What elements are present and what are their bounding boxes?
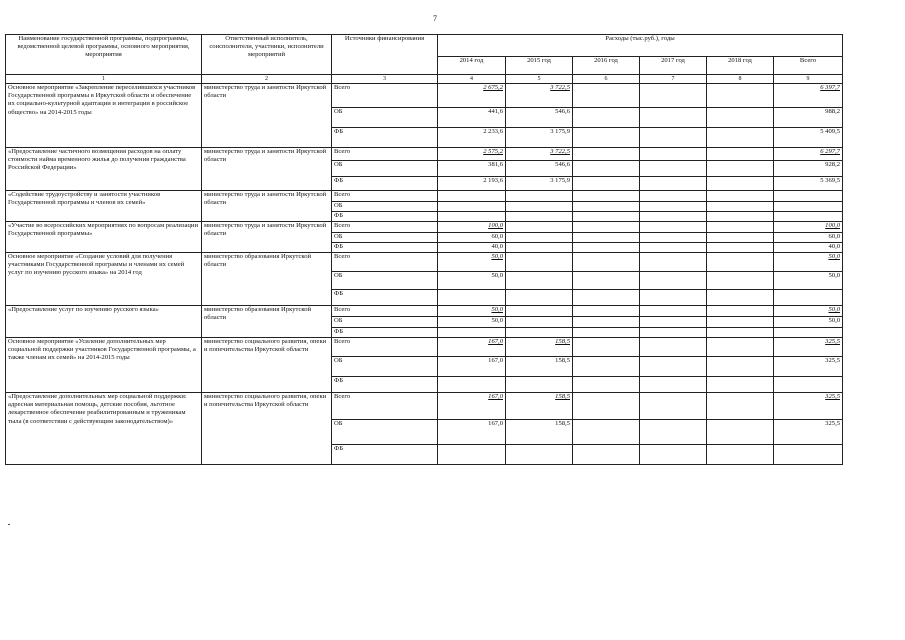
year-value xyxy=(640,306,707,317)
year-value xyxy=(707,148,774,161)
executor-name: министерство социального развития, опеки и попечительства Иркутской области xyxy=(202,393,332,465)
activity-name: «Предоставление услуг по изучению русского языка» xyxy=(6,306,202,338)
header-funding-source: Источники финансирования xyxy=(332,35,438,75)
activity-name: «Предоставление частичного возмещения расходов на оплату стоимости найма временного жилья до получения гражданства Российской Федерации» xyxy=(6,148,202,191)
column-number: 9 xyxy=(774,75,843,84)
total-value: 40,0 xyxy=(774,243,843,253)
year-value xyxy=(573,222,640,233)
header-program-name: Наименование государственной программы, подпрограммы, ведомственной целевой программы, основного мероприятия, мероприятия xyxy=(6,35,202,75)
funding-source: Всего xyxy=(332,222,438,233)
year-value: 100,0 xyxy=(438,222,506,233)
year-value xyxy=(573,393,640,420)
year-value xyxy=(640,161,707,177)
year-value xyxy=(707,377,774,393)
year-value xyxy=(438,191,506,202)
year-value xyxy=(640,177,707,191)
column-number: 1 xyxy=(6,75,202,84)
year-value xyxy=(506,317,573,328)
year-value xyxy=(707,191,774,202)
year-value xyxy=(573,148,640,161)
year-value: 381,6 xyxy=(438,161,506,177)
year-value xyxy=(707,338,774,357)
header-year-2018: 2018 год xyxy=(707,57,774,75)
funding-source: ОБ xyxy=(332,202,438,212)
page-number: 7 xyxy=(433,14,437,23)
funding-source: Всего xyxy=(332,306,438,317)
year-value xyxy=(506,191,573,202)
funding-source: Всего xyxy=(332,253,438,272)
funding-source: Всего xyxy=(332,148,438,161)
year-value xyxy=(707,290,774,306)
year-value xyxy=(640,338,707,357)
total-value: 50,0 xyxy=(774,253,843,272)
year-value xyxy=(573,161,640,177)
funding-source: Всего xyxy=(332,338,438,357)
year-value xyxy=(573,420,640,445)
year-value: 546,6 xyxy=(506,161,573,177)
funding-source: ОБ xyxy=(332,161,438,177)
year-value xyxy=(707,357,774,377)
total-value xyxy=(774,212,843,222)
funding-source: ФБ xyxy=(332,177,438,191)
year-value xyxy=(573,253,640,272)
total-value xyxy=(774,290,843,306)
column-number: 7 xyxy=(640,75,707,84)
table-row xyxy=(6,191,843,202)
funding-source: Всего xyxy=(332,191,438,202)
activity-name: «Участие во всероссийских мероприятиях по вопросам реализации Государственной программы» xyxy=(6,222,202,253)
year-value: 2 193,6 xyxy=(438,177,506,191)
activity-name: Основное мероприятие «Создание условий для получения участниками Государственной программы и членами их семей услуг по изучению русского языка» на 2014 год xyxy=(6,253,202,306)
column-number: 3 xyxy=(332,75,438,84)
total-value: 50,0 xyxy=(774,272,843,290)
total-value: 988,2 xyxy=(774,108,843,128)
total-value: 6 297,7 xyxy=(774,148,843,161)
year-value xyxy=(506,306,573,317)
year-value: 3 175,9 xyxy=(506,177,573,191)
total-value xyxy=(774,328,843,338)
year-value xyxy=(573,290,640,306)
year-value xyxy=(506,445,573,465)
total-value: 60,0 xyxy=(774,233,843,243)
total-value: 325,5 xyxy=(774,357,843,377)
table-row xyxy=(6,222,843,233)
total-value xyxy=(774,445,843,465)
year-value xyxy=(573,202,640,212)
year-value xyxy=(707,272,774,290)
year-value: 50,0 xyxy=(438,272,506,290)
table-row xyxy=(6,306,843,317)
year-value xyxy=(707,177,774,191)
year-value: 546,6 xyxy=(506,108,573,128)
year-value xyxy=(506,253,573,272)
funding-source: ФБ xyxy=(332,445,438,465)
year-value xyxy=(640,272,707,290)
year-value xyxy=(707,202,774,212)
year-value: 158,5 xyxy=(506,338,573,357)
year-value xyxy=(438,377,506,393)
year-value xyxy=(707,420,774,445)
executor-name: министерство образования Иркутской области xyxy=(202,306,332,338)
year-value xyxy=(573,177,640,191)
total-value: 325,5 xyxy=(774,338,843,357)
year-value xyxy=(573,212,640,222)
funding-source: ФБ xyxy=(332,243,438,253)
year-value xyxy=(573,128,640,148)
total-value xyxy=(774,377,843,393)
year-value xyxy=(640,128,707,148)
executor-name: министерство социального развития, опеки и попечительства Иркутской области xyxy=(202,338,332,393)
column-number: 2 xyxy=(202,75,332,84)
year-value xyxy=(438,202,506,212)
funding-source: ОБ xyxy=(332,420,438,445)
executor-name: министерство труда и занятости Иркутской области xyxy=(202,84,332,148)
year-value xyxy=(707,233,774,243)
year-value xyxy=(573,243,640,253)
total-value xyxy=(774,202,843,212)
year-value xyxy=(640,202,707,212)
total-value xyxy=(774,191,843,202)
table-row xyxy=(6,253,843,272)
table-row xyxy=(6,338,843,357)
year-value xyxy=(506,212,573,222)
year-value xyxy=(573,338,640,357)
year-value xyxy=(640,420,707,445)
funding-source: ОБ xyxy=(332,272,438,290)
activity-name: «Предоставление дополнительных мер социальной поддержки: адресная материальная помощь, детские пособия, льготное лекарственное обеспечение реабилитированным и труженикам тыла (в соответствии с действующим законодательством)» xyxy=(6,393,202,465)
year-value: 167,0 xyxy=(438,393,506,420)
total-value: 928,2 xyxy=(774,161,843,177)
executor-name: министерство труда и занятости Иркутской области xyxy=(202,148,332,191)
year-value xyxy=(640,212,707,222)
total-value: 50,0 xyxy=(774,317,843,328)
year-value xyxy=(707,445,774,465)
year-value: 50,0 xyxy=(438,317,506,328)
column-number: 4 xyxy=(438,75,506,84)
year-value: 3 175,9 xyxy=(506,128,573,148)
funding-source: ФБ xyxy=(332,377,438,393)
year-value xyxy=(707,328,774,338)
year-value xyxy=(506,328,573,338)
year-value xyxy=(707,212,774,222)
year-value xyxy=(573,377,640,393)
funding-source: ОБ xyxy=(332,357,438,377)
year-value xyxy=(640,393,707,420)
year-value xyxy=(640,108,707,128)
table-row xyxy=(6,148,843,161)
funding-source: ФБ xyxy=(332,290,438,306)
total-value: 325,5 xyxy=(774,393,843,420)
funding-source: Всего xyxy=(332,393,438,420)
year-value xyxy=(573,233,640,243)
funding-source: Всего xyxy=(332,84,438,108)
activity-name: Основное мероприятие «Усиление дополнительных мер социальной поддержки участников Государственной программы, а также членам их семей» на 2014-2015 годы xyxy=(6,338,202,393)
year-value xyxy=(640,243,707,253)
funding-source: ОБ xyxy=(332,317,438,328)
year-value: 158,5 xyxy=(506,420,573,445)
year-value: 3 722,5 xyxy=(506,84,573,108)
year-value xyxy=(707,161,774,177)
year-value: 441,6 xyxy=(438,108,506,128)
year-value: 167,0 xyxy=(438,357,506,377)
year-value xyxy=(573,306,640,317)
column-number: 6 xyxy=(573,75,640,84)
column-number: 5 xyxy=(506,75,573,84)
year-value xyxy=(438,212,506,222)
year-value xyxy=(573,191,640,202)
year-value xyxy=(640,328,707,338)
header-expenses: Расходы (тыс.руб.), годы xyxy=(438,35,843,57)
year-value xyxy=(707,108,774,128)
year-value xyxy=(640,233,707,243)
total-value: 100,0 xyxy=(774,222,843,233)
year-value xyxy=(640,191,707,202)
executor-name: министерство труда и занятости Иркутской области xyxy=(202,191,332,222)
year-value xyxy=(438,290,506,306)
year-value: 2 675,2 xyxy=(438,84,506,108)
year-value xyxy=(707,393,774,420)
year-value xyxy=(640,317,707,328)
year-value xyxy=(640,222,707,233)
funding-source: ФБ xyxy=(332,128,438,148)
activity-name: «Содействие трудоустройству и занятости участников Государственной программы и членов их семей» xyxy=(6,191,202,222)
funding-source: ОБ xyxy=(332,233,438,243)
year-value xyxy=(573,328,640,338)
year-value xyxy=(573,445,640,465)
year-value xyxy=(506,243,573,253)
header-executor: Ответственный исполнитель, соисполнители, участники, исполнители мероприятий xyxy=(202,35,332,75)
year-value xyxy=(707,317,774,328)
table-row xyxy=(6,84,843,108)
budget-table xyxy=(5,34,843,465)
year-value xyxy=(640,357,707,377)
year-value: 167,0 xyxy=(438,420,506,445)
year-value xyxy=(573,108,640,128)
year-value xyxy=(640,84,707,108)
header-year-2015: 2015 год xyxy=(506,57,573,75)
executor-name: министерство труда и занятости Иркутской области xyxy=(202,222,332,253)
column-number: 8 xyxy=(707,75,774,84)
year-value xyxy=(707,222,774,233)
header-year-2016: 2016 год xyxy=(573,57,640,75)
table-row xyxy=(6,393,843,420)
year-value xyxy=(438,445,506,465)
year-value: 40,0 xyxy=(438,243,506,253)
year-value xyxy=(506,290,573,306)
executor-name: министерство образования Иркутской области xyxy=(202,253,332,306)
year-value xyxy=(640,290,707,306)
year-value xyxy=(438,328,506,338)
header-year-2017: 2017 год xyxy=(640,57,707,75)
year-value xyxy=(707,306,774,317)
total-value: 50,0 xyxy=(774,306,843,317)
funding-source: ФБ xyxy=(332,328,438,338)
year-value xyxy=(573,84,640,108)
year-value xyxy=(640,253,707,272)
year-value xyxy=(707,84,774,108)
year-value xyxy=(506,272,573,290)
year-value xyxy=(506,222,573,233)
year-value xyxy=(573,357,640,377)
activity-name: Основное мероприятие «Закрепление переселившихся участников Государственной программы в Иркутской области и обеспечение их социально-культурной адаптации и интеграции в российское общество» на 2014-2015 годы xyxy=(6,84,202,148)
year-value xyxy=(506,202,573,212)
year-value xyxy=(707,253,774,272)
funding-source: ФБ xyxy=(332,212,438,222)
year-value xyxy=(640,445,707,465)
table-body xyxy=(6,84,843,465)
year-value: 60,0 xyxy=(438,233,506,243)
header-total: Всего xyxy=(774,57,843,75)
year-value xyxy=(506,233,573,243)
year-value: 50,0 xyxy=(438,253,506,272)
year-value: 50,0 xyxy=(438,306,506,317)
year-value: 2 233,6 xyxy=(438,128,506,148)
year-value: 167,0 xyxy=(438,338,506,357)
year-value xyxy=(640,377,707,393)
year-value: 3 722,5 xyxy=(506,148,573,161)
year-value: 158,5 xyxy=(506,393,573,420)
total-value: 325,5 xyxy=(774,420,843,445)
year-value xyxy=(506,377,573,393)
header-year-2014: 2014 год xyxy=(438,57,506,75)
funding-source: ОБ xyxy=(332,108,438,128)
year-value xyxy=(640,148,707,161)
total-value: 5 369,5 xyxy=(774,177,843,191)
year-value xyxy=(707,128,774,148)
total-value: 5 409,5 xyxy=(774,128,843,148)
year-value xyxy=(707,243,774,253)
year-value xyxy=(573,317,640,328)
year-value xyxy=(573,272,640,290)
year-value: 158,5 xyxy=(506,357,573,377)
scan-mark xyxy=(8,524,10,525)
year-value: 2 575,2 xyxy=(438,148,506,161)
total-value: 6 397,7 xyxy=(774,84,843,108)
